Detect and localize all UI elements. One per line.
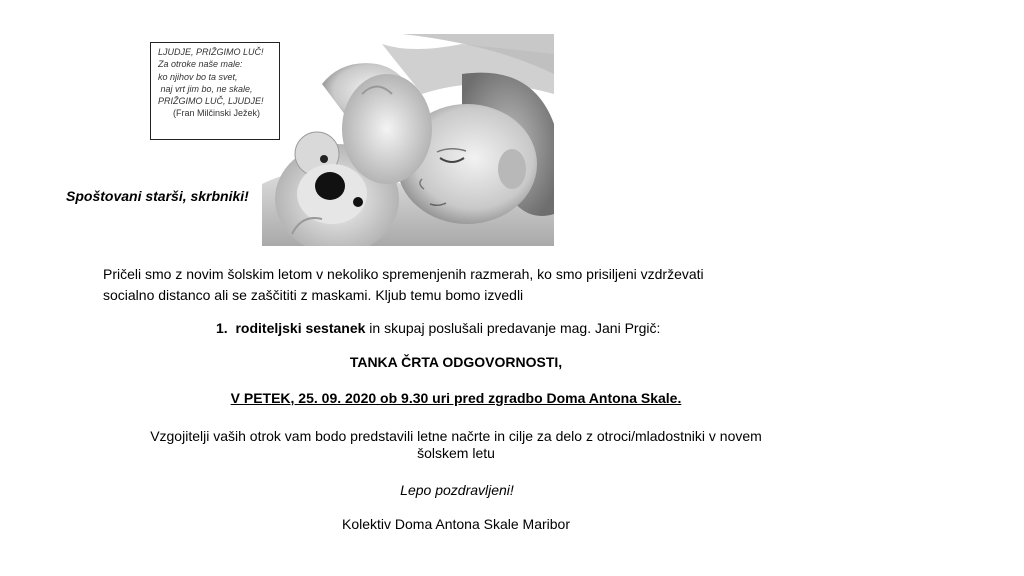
educators-line-1: Vzgojitelji vaših otrok vam bodo predstavili letne načrte in cilje za delo z otroci/mladostniki v novem <box>150 428 762 444</box>
poem-line: naj vrt jim bo, ne skale, <box>158 83 253 94</box>
signature: Kolektiv Doma Antona Skale Maribor <box>342 516 570 532</box>
poem-line: PRIŽGIMO LUČ, LJUDJE! <box>158 96 264 107</box>
meeting-line <box>216 320 660 336</box>
intro-line-1: Pričeli smo z novim šolskim letom v nekoliko spremenjenih razmerah, ko smo prisiljeni vzdrževati <box>103 266 704 282</box>
intro-line-2: socialno distanco ali se zaščititi z maskami. Kljub temu bomo izvedli <box>103 287 524 303</box>
poem-line: Za otroke naše male: <box>158 59 243 70</box>
meeting-rest: in skupaj poslušali predavanje mag. Jani Prgič: <box>365 320 661 336</box>
date-line: V PETEK, 25. 09. 2020 ob 9.30 uri pred zgradbo Doma Antona Skale. <box>230 390 682 406</box>
lecture-title: TANKA ČRTA ODGOVORNOSTI, <box>349 354 563 370</box>
greeting: Spoštovani starši, skrbniki! <box>66 188 249 204</box>
closing: Lepo pozdravljeni! <box>400 482 514 498</box>
poem-box <box>150 42 280 140</box>
meeting-number: 1. <box>216 320 228 336</box>
meeting-title: roditeljski sestanek <box>235 320 366 336</box>
educators-line-2: šolskem letu <box>417 445 495 461</box>
poem-line: ko njihov bo ta svet, <box>158 71 238 82</box>
poem-author: (Fran Milčinski Ježek) <box>173 108 261 119</box>
poem-line: LJUDJE, PRIŽGIMO LUČ! <box>158 47 264 57</box>
sleeping-child-illustration <box>262 34 554 246</box>
